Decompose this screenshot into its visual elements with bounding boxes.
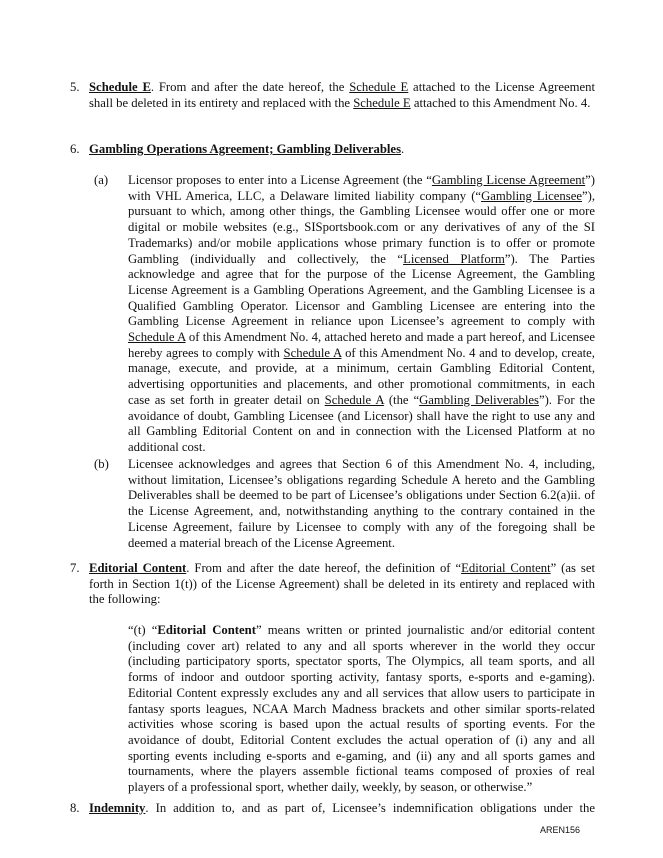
subsection-6b-body: Licensee acknowledges and agrees that Section 6 of this Amendment No. 4, including, without limitation, Licensee’s obligations regarding Schedule A hereto and the Gambling Deliverables shall be deemed to be part of Licensee’s obligations under Section 6.2(a)ii. of the License Agreement, and, notwithstanding anything to the contrary contained in the License Agreement, failure by Licensee to comply with any of the foregoing shall be deemed a material breach of the License Agreement.: [128, 457, 595, 550]
defined-term: Editorial Content: [461, 561, 551, 575]
subsection-label: (a): [94, 173, 109, 187]
section-number: 5.: [70, 80, 80, 94]
section-heading: Schedule E: [89, 80, 151, 94]
section-heading: Gambling Operations Agreement; Gambling Deliverables: [89, 142, 402, 156]
editorial-content-definition: “(t) “Editorial Content” means written or printed journalistic and/or editorial content (including cover art) related to any and all sports wherever in the world they occur (including participatory sports, spectator sports, The Olympics, all team sports, and all forms of indoor and outdoor sporting activity, fantasy sports, e-sports and e-gaming). Editorial Content expressly excludes any and all services that allow users to participate in fantasy sports leagues, NCAA March Madness brackets and other similar sports-related activities whose scoring is based upon the actual results of sporting events. For the avoidance of doubt, Editorial Content excludes the actual operation of (i) any and all sporting events including e-sports and e-gaming, and (ii) any and all sports games and tournaments, where the players assemble fictional teams composed of proxies of real players of a professional sport, whether daily, weekly, by season, or otherwise.”: [128, 623, 595, 795]
defined-term-bold: Editorial Content: [157, 623, 256, 637]
subsection-6a-body: Licensor proposes to enter into a License Agreement (the “Gambling License Agreement”) with VHL America, LLC, a Delaware limited liability company (“Gambling Licensee”), pursuant to which, among other things, the Gambling Licensee would offer one or more digital or mobile websites (e.g., SISportsbook.com or any derivatives of any of the SI Trademarks) and/or mobile applications whose primary function is to offer or promote Gambling (individually and collectively, the “Licensed Platform”). The Parties acknowledge and agree that for the purpose of the License Agreement, the Gambling License Agreement is a Gambling Operations Agreement, and the Gambling Licensee is a Qualified Gambling Operator. Licensor and Gambling Licensee are entering into the Gambling License Agreement in reliance upon Licensee’s agreement to comply with Schedule A of this Amendment No. 4, attached hereto and made a part hereof, and Licensee hereby agrees to comply with Schedule A of this Amendment No. 4 and to develop, create, manage, execute, and provide, at a minimum, certain Gambling Editorial Content, advertising opportunities and placements, and other promotional commitments, in each case as set forth in greater detail on Schedule A (the “Gambling Deliverables”). For the avoidance of doubt, Gambling Licensee (and Licensor) shall have the right to use any and all Gambling Editorial Content on and in connection with the Licensed Platform at no additional cost.: [128, 173, 596, 454]
section-number: 6.: [70, 142, 80, 156]
defined-term: Licensed Platform: [403, 251, 505, 266]
section-6-heading-line: Gambling Operations Agreement; Gambling Deliverables.: [89, 142, 405, 156]
section-8-body: Indemnity. In addition to, and as part of, Licensee’s indemnification obligations under the: [89, 801, 595, 815]
schedule-ref: Schedule A: [324, 392, 384, 407]
section-5-body: Schedule E. From and after the date hereof, the Schedule E attached to the License Agreement shall be deleted in its entirety and replaced with the Schedule E attached to this Amendment No. 4.: [89, 80, 595, 110]
document-footer-code: AREN156: [539, 825, 580, 835]
defined-term: Gambling Deliverables: [419, 392, 539, 407]
section-number: 8.: [70, 801, 80, 815]
schedule-ref: Schedule E: [353, 95, 411, 110]
defined-term: Gambling License Agreement: [431, 173, 586, 187]
schedule-ref: Schedule A: [283, 345, 342, 360]
section-heading: Editorial Content: [89, 561, 187, 575]
section-number: 7.: [70, 561, 80, 575]
section-7-body: Editorial Content. From and after the date hereof, the definition of “Editorial Content” (as set forth in Section 1(t)) of the License Agreement) shall be deleted in its entirety and replaced with the following:: [89, 561, 595, 607]
schedule-ref: Schedule A: [128, 330, 186, 345]
schedule-ref: Schedule E: [349, 80, 409, 94]
subsection-label: (b): [94, 457, 109, 471]
section-heading: Indemnity: [89, 801, 146, 815]
defined-term: Gambling Licensee: [481, 188, 582, 203]
